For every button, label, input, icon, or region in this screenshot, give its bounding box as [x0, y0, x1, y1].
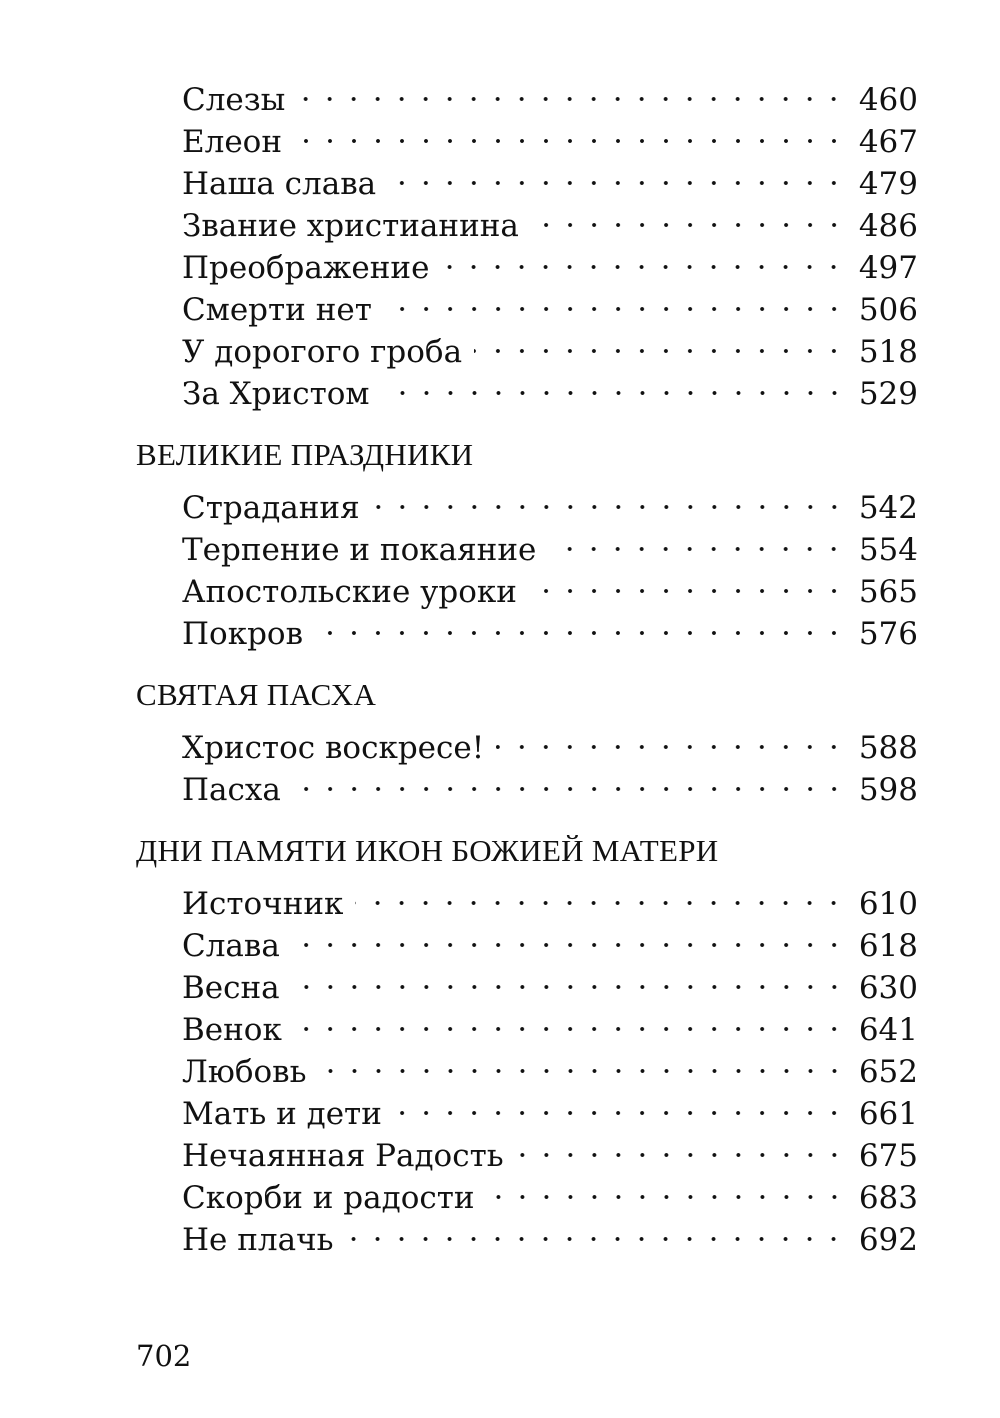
entry-title: Венок: [182, 1012, 282, 1048]
entry-page-number: 675: [858, 1138, 918, 1174]
dot-leader: [311, 602, 856, 644]
entry-title: Слезы: [182, 82, 286, 118]
entry-title: Нечаянная Радость: [182, 1138, 504, 1174]
dot-leader: [368, 476, 856, 518]
entry-page-number: 565: [858, 574, 918, 610]
entry-title: Весна: [182, 970, 280, 1006]
toc-section: [136, 68, 918, 412]
entry-title: Звание христианина: [182, 208, 519, 244]
entry-title: У дорогого гроба: [182, 334, 463, 370]
entry-page-number: 641: [858, 1012, 918, 1048]
section-heading: СВЯТАЯ ПАСХА: [136, 677, 377, 712]
dot-leader: [290, 110, 856, 152]
dot-leader: [351, 872, 856, 914]
entry-page-number: 588: [858, 730, 918, 766]
entry-title: Христос воскресе!: [182, 730, 485, 766]
dot-leader: [384, 152, 856, 194]
entry-title: Терпение и покаяние: [182, 532, 537, 568]
entry-page-number: 610: [858, 886, 918, 922]
toc-entry: [136, 476, 918, 526]
table-of-contents: [136, 68, 918, 1280]
toc-entry: [136, 872, 918, 922]
dot-leader: [293, 68, 856, 110]
entry-page-number: 542: [858, 490, 918, 526]
section-heading: ВЕЛИКИЕ ПРАЗДНИКИ: [136, 437, 474, 472]
entry-page-number: 618: [858, 928, 918, 964]
entry-title: Покров: [182, 616, 304, 652]
entry-page-number: 529: [858, 376, 918, 412]
entry-page-number: 479: [858, 166, 918, 202]
entry-title: За Христом: [182, 376, 370, 412]
entry-list: [136, 68, 918, 412]
toc-entry: [136, 716, 918, 766]
entry-title: Источник: [182, 886, 344, 922]
entry-title: Елеон: [182, 124, 282, 160]
entry-page-number: 652: [858, 1054, 918, 1090]
entry-page-number: 692: [858, 1222, 918, 1258]
entry-title: Страдания: [182, 490, 360, 526]
entry-title: Скорби и радости: [182, 1180, 475, 1216]
entry-title: Смерти нет: [182, 292, 372, 328]
section-heading: ДНИ ПАМЯТИ ИКОН БОЖИЕЙ МАТЕРИ: [136, 833, 719, 868]
entry-page-number: 683: [858, 1180, 918, 1216]
toc-section: [136, 830, 918, 1258]
dot-leader: [378, 362, 856, 404]
entry-page-number: 486: [858, 208, 918, 244]
dot-leader: [341, 1208, 856, 1250]
entry-page-number: 518: [858, 334, 918, 370]
entry-page-number: 630: [858, 970, 918, 1006]
dot-leader: [380, 278, 856, 320]
entry-title: Пасха: [182, 772, 281, 808]
entry-page-number: 497: [858, 250, 918, 286]
dot-leader: [315, 1040, 856, 1082]
dot-leader: [288, 914, 856, 956]
toc-section: [136, 434, 918, 652]
entry-list: [136, 716, 918, 808]
dot-leader: [544, 518, 856, 560]
entry-page-number: 576: [858, 616, 918, 652]
dot-leader: [525, 560, 856, 602]
dot-leader: [470, 320, 856, 362]
entry-title: Наша слава: [182, 166, 377, 202]
dot-leader: [290, 998, 856, 1040]
entry-title: Любовь: [182, 1054, 307, 1090]
toc-entry: [136, 68, 918, 118]
entry-page-number: 467: [858, 124, 918, 160]
dot-leader: [512, 1124, 856, 1166]
dot-leader: [437, 236, 856, 278]
entry-list: [136, 476, 918, 652]
dot-leader: [390, 1082, 856, 1124]
entry-page-number: 554: [858, 532, 918, 568]
dot-leader: [492, 716, 856, 758]
entry-title: Слава: [182, 928, 280, 964]
dot-leader: [483, 1166, 856, 1208]
entry-list: [136, 872, 918, 1258]
page-number: 702: [136, 1339, 192, 1373]
entry-title: Преображение: [182, 250, 430, 286]
dot-leader: [288, 956, 856, 998]
entry-page-number: 661: [858, 1096, 918, 1132]
entry-page-number: 460: [858, 82, 918, 118]
entry-page-number: 506: [858, 292, 918, 328]
entry-title: Мать и дети: [182, 1096, 382, 1132]
entry-title: Апостольские уроки: [182, 574, 517, 610]
dot-leader: [289, 758, 856, 800]
toc-section: [136, 674, 918, 808]
dot-leader: [527, 194, 856, 236]
entry-title: Не плачь: [182, 1222, 334, 1258]
entry-page-number: 598: [858, 772, 918, 808]
